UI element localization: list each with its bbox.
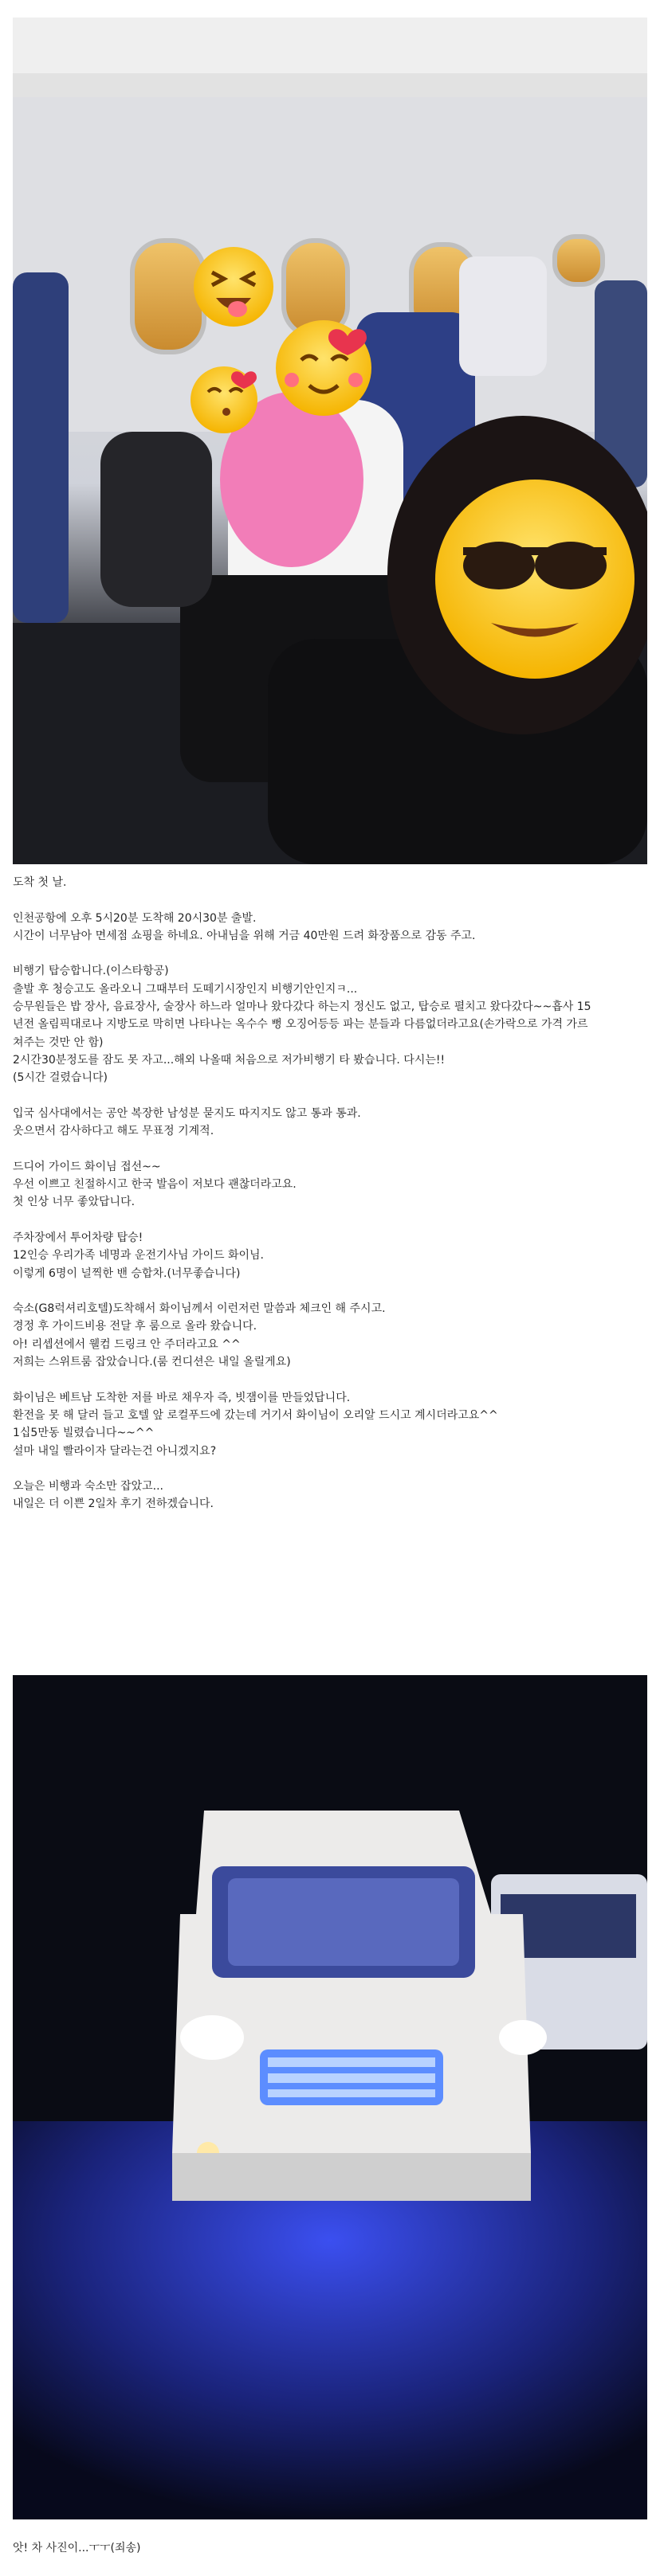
paragraph-gap xyxy=(13,1282,647,1300)
story-line: 승무원들은 밥 장사, 음료장사, 술장사 하느라 얼마나 왔다갔다 하는지 정신도 없고, 탑승로 펼치고 왔다갔다~~흡사 15 xyxy=(13,1000,591,1014)
story-line: 경정 후 가이드비용 전달 후 룸으로 올라 왔습니다. xyxy=(13,1320,257,1333)
story-line: 웃으면서 감사하다고 해도 무표정 기계적. xyxy=(13,1125,214,1138)
story-line: 출발 후 청승고도 올라오니 그때부터 도떼기시장인지 비행기안인지ㅋ... xyxy=(13,982,358,996)
sunglasses-emoji-icon xyxy=(435,480,634,679)
story-line: 오늘은 비행과 숙소만 잡았고... xyxy=(13,1480,163,1494)
story-line: 우선 이쁘고 친절하시고 한국 발음이 저보다 괜찮더라고요. xyxy=(13,1178,297,1192)
story-line: 저희는 스위트룸 잡았습니다.(룸 컨디션은 내일 올릴게요) xyxy=(13,1356,291,1369)
story-line: (5시간 걸렸습니다) xyxy=(13,1071,108,1085)
photo-caption: 앗! 차 사진이...ㅜㅜ(죄송) xyxy=(13,2542,141,2554)
paragraph-gap xyxy=(13,1087,647,1105)
van-night-illustration xyxy=(13,1675,647,2519)
paragraph-gap xyxy=(13,1371,647,1388)
story-line: 환전을 못 해 달러 들고 호텔 앞 로컬푸드에 갔는데 거기서 화이님이 오리알 드시고 계시더라고요^^ xyxy=(13,1408,498,1422)
story-line: 쳐주는 것만 안 함) xyxy=(13,1035,104,1049)
paragraph-gap xyxy=(13,945,647,962)
story-line: 숙소(G8럭셔리호텔)도착해서 화이님께서 이런저런 말씀과 체크인 해 주시고. xyxy=(13,1302,386,1316)
paragraph-gap xyxy=(13,1140,647,1157)
story-line: 인천공항에 오후 5시20분 도착해 20시30분 출발. xyxy=(13,911,257,925)
paragraph-gap xyxy=(13,891,647,909)
story-line: 12인승 우리가족 네명과 운전기사님 가이드 화이님. xyxy=(13,1249,264,1263)
van-night-photo xyxy=(13,1675,647,2519)
paragraph-gap xyxy=(13,1460,647,1478)
story-line: 도착 첫 날. xyxy=(13,876,67,889)
story-line: 입국 심사대에서는 공안 복장한 남성분 묻지도 따지지도 않고 통과 통과. xyxy=(13,1106,361,1120)
story-line: 화이님은 베트남 도착한 저를 바로 채우자 즉, 빗잼이를 만들었답니다. xyxy=(13,1391,351,1404)
story-line: 아! 리셉션에서 웰컴 드링크 안 주더라고요 ^^ xyxy=(13,1337,241,1351)
story-line: 주차장에서 투어차량 탑승! xyxy=(13,1231,143,1244)
airplane-cabin-photo xyxy=(13,18,647,864)
travel-story-text xyxy=(13,874,647,1513)
kiss-emoji-icon xyxy=(191,366,257,433)
story-line: 설마 내일 빨라이자 달라는건 아니겠지요? xyxy=(13,1444,217,1458)
story-line: 2시간30분정도를 잠도 못 자고...해외 나올때 처음으로 저가비행기 타 봤습니다. 다시는!! xyxy=(13,1053,446,1067)
airplane-cabin-illustration xyxy=(13,18,647,864)
heart-kiss-emoji-icon xyxy=(276,320,371,416)
story-line: 년전 올림픽대로나 지방도로 막히면 나타나는 옥수수 뻥 오징어등등 파는 분들과 다름없더라고요(손가락으로 가격 가르 xyxy=(13,1018,588,1032)
story-line: 이렇게 6명이 널찍한 밴 승합차.(너무좋습니다) xyxy=(13,1266,241,1280)
story-line: 1십5만동 빌렸습니다~~^^ xyxy=(13,1427,155,1440)
story-line: 드디어 가이드 화이님 접선~~ xyxy=(13,1160,161,1173)
paragraph-gap xyxy=(13,1212,647,1229)
laughing-emoji-icon xyxy=(194,247,273,327)
story-line: 내일은 더 이쁜 2일차 후기 전하겠습니다. xyxy=(13,1497,214,1511)
story-line: 첫 인상 너무 좋았답니다. xyxy=(13,1196,136,1209)
story-line: 비행기 탑승합니다.(이스타항공) xyxy=(13,965,169,978)
story-line: 시간이 너무남아 면세점 쇼핑을 하네요. 아내님을 위해 거금 40만원 드려 화장품으로 감동 주고. xyxy=(13,929,476,942)
